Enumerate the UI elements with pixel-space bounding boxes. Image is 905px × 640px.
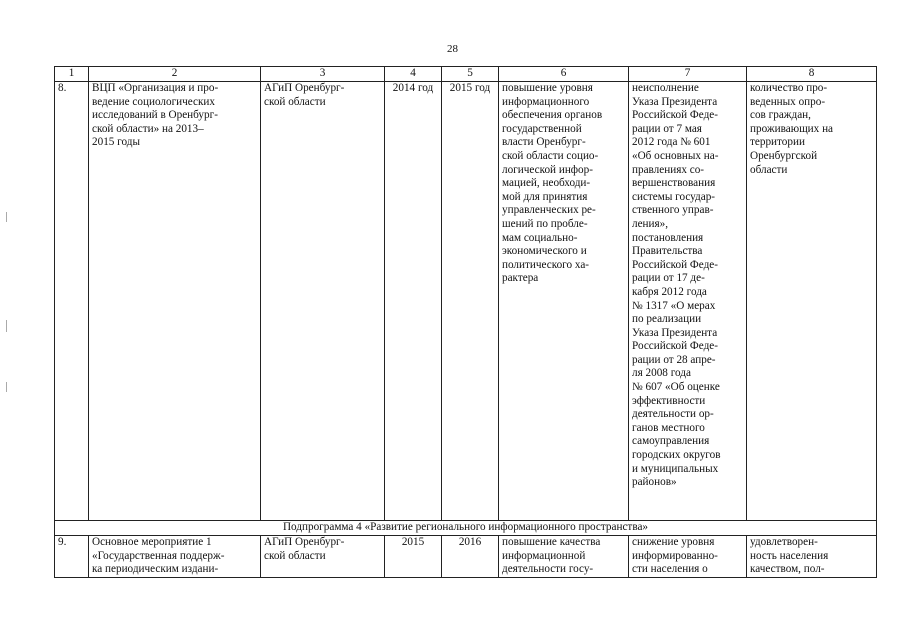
row-number: 9. <box>55 536 89 578</box>
responsible-executor: АГиП Оренбург- ской области <box>261 536 385 578</box>
related-indicator: количество про- веденных опро- сов граждан, проживающих на территории Оренбургской области <box>747 82 877 521</box>
non-implementation-consequences: неисполнение Указа Президента Российской Феде- рации от 7 мая 2012 года № 601 «Об основных на- правлениях со- вершенствования системы государ- ственного управ- ления», постановления Правительства Российской Феде- рации от 17 де- кабря 2012 года № 1317 «О мерах по реализации Указа Президента Российской Феде- рации от 28 апре- ля 2008 года № 607 «Об оценке эффективности деятельности ор- ганов местного самоуправления городских округов и муниципальных районов» <box>629 82 747 521</box>
column-header: 2 <box>89 67 261 82</box>
start-period: 2014 год <box>385 82 442 521</box>
page-number: 28 <box>447 43 458 55</box>
column-header: 4 <box>385 67 442 82</box>
column-header: 7 <box>629 67 747 82</box>
column-header: 3 <box>261 67 385 82</box>
column-header: 8 <box>747 67 877 82</box>
column-number-row <box>55 67 877 82</box>
expected-result: повышение качества информационной деятельности госу- <box>499 536 629 578</box>
related-indicator: удовлетворен- ность населения качеством, пол- <box>747 536 877 578</box>
measure-name: Основное мероприятие 1 «Государственная поддерж- ка периодическим издани- <box>89 536 261 578</box>
measure-name: ВЦП «Организация и про- ведение социологических исследований в Оренбург- ской области» на 2013– 2015 годы <box>89 82 261 521</box>
row-number: 8. <box>55 82 89 521</box>
column-header: 1 <box>55 67 89 82</box>
column-header: 6 <box>499 67 629 82</box>
scan-margin-mark <box>6 320 7 332</box>
table-row <box>55 82 877 521</box>
end-period: 2015 год <box>442 82 499 521</box>
measures-table <box>54 66 877 578</box>
scan-margin-mark <box>6 382 7 392</box>
subprogram-title: Подпрограмма 4 «Развитие регионального информационного пространства» <box>55 521 877 536</box>
scan-margin-mark <box>6 212 7 222</box>
non-implementation-consequences: снижение уровня информированно- сти населения о <box>629 536 747 578</box>
start-period: 2015 <box>385 536 442 578</box>
responsible-executor: АГиП Оренбург- ской области <box>261 82 385 521</box>
column-header: 5 <box>442 67 499 82</box>
table-row <box>55 536 877 578</box>
subprogram-row <box>55 521 877 536</box>
expected-result: повышение уровня информационного обеспечения органов государственной власти Оренбург- ской области социо- логической инфор- мацией, необходи- мой для принятия управленческих ре- шений по пробле- мам социально- экономического и политического ха- рактера <box>499 82 629 521</box>
end-period: 2016 <box>442 536 499 578</box>
